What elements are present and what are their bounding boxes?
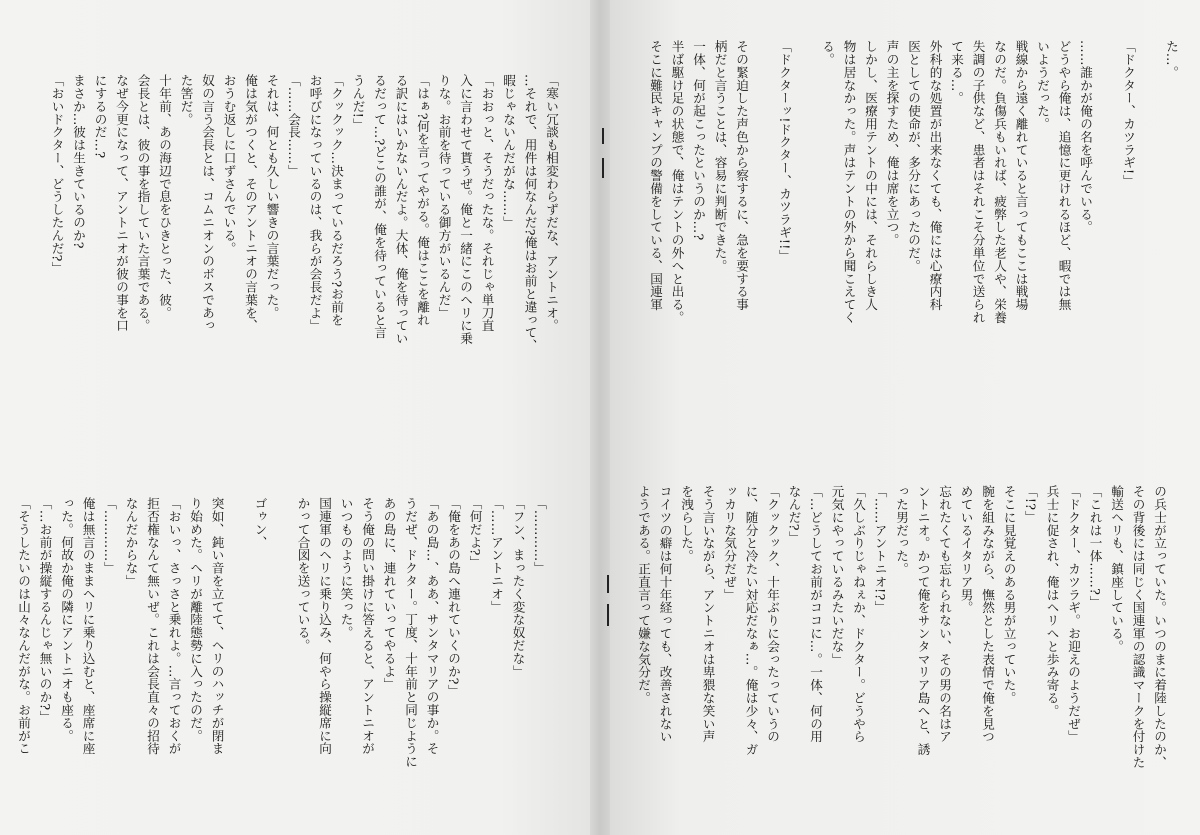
registration-mark (602, 158, 608, 178)
text-line: 暇じゃないんだがな……」 (501, 74, 516, 229)
text-line: 会長とは、彼の事を指していた言葉である。 (135, 74, 151, 332)
text-line: めているイタリア男。 (958, 485, 974, 614)
text-line: 「……アントニオ!?」 (872, 485, 888, 614)
text-line: を洩らした。 (679, 485, 694, 563)
text-line: 「……アントニオ」 (489, 497, 504, 614)
text-line: 「おいっ、さっさと乗れよ。…言っておくが (166, 497, 182, 755)
text-line: ……誰かが俺の名を呼んでいる。 (1078, 40, 1093, 234)
text-line: 戦線から遠く離れていると言ってもここは戦場 (1013, 40, 1029, 311)
text-line: 「…どうしてお前がココに…。一体、何の用 (808, 485, 823, 743)
book-gutter (590, 0, 610, 835)
text-line: 「そうしたいのは山々なんだがな。お前がこ (16, 497, 31, 755)
text-line: 「フン、まったく変な奴だな」 (510, 497, 526, 678)
text-line: に、随分と冷たい対応だなぁ…。俺は少々、ガ (743, 485, 759, 756)
text-line: 半ば駆け足の状態で、俺はテントの外へと出る。 (669, 40, 685, 324)
text-line: なんだ?」 (786, 485, 802, 544)
text-line: 俺は無言のままヘリに乗り込むと、座席に座 (80, 497, 96, 755)
text-line: おうむ返しに口ずさんでいる。 (221, 74, 237, 255)
text-line: 「俺をあの島へ連れていくのか?」 (446, 497, 461, 698)
text-line: 「あの島…、ああ、サンタマリアの事か。そ (424, 497, 440, 755)
registration-mark (607, 604, 613, 626)
text-line (271, 497, 293, 803)
right-page-top-text (645, 40, 1183, 380)
text-line: 医としての使命が、多分にあったのだ。 (906, 40, 921, 273)
text-line: そう俺の問い掛けに答えると、アントニオが (360, 497, 375, 755)
text-line: った。何故か俺の隣にアントニオも座る。 (59, 497, 74, 743)
text-line: 外科的な処置が出来なくても、俺には心療内科 (927, 40, 943, 311)
text-line: コイツの癖は何十年経っても、改善されない (657, 485, 673, 743)
registration-mark (602, 128, 608, 144)
text-line: 「おおっと、そうだったな。それじゃ単刀直 (479, 74, 495, 332)
text-line: 「…………」 (102, 497, 117, 575)
text-line: 俺は気がつくと、そのアントニオの言葉を、 (243, 74, 258, 332)
text-line: どうやら俺は、追憶に更けれるほど、暇では無 (1056, 40, 1072, 311)
text-line (795, 40, 817, 380)
text-line: 物は居なかった。声はテントの外から聞こえてく (841, 40, 857, 324)
text-line: にするのだ…? (92, 74, 108, 159)
text-line: 「……会長……」 (286, 74, 301, 178)
text-line: うんだ!」 (350, 74, 366, 131)
text-line: そう言いながら、アントニオは卑猥な笑い声 (700, 485, 716, 743)
text-line: 腕を組みながら、憮然とした表情で俺を見つ (980, 485, 995, 743)
text-line: る。 (820, 40, 835, 66)
text-line: て来る…。 (949, 40, 964, 105)
text-line: 「…お前が操縦するんじゃ無いのか?」 (37, 497, 53, 724)
text-line: た筈だ。 (178, 74, 194, 126)
text-line: る訳にはいかないんだよ。大体、俺を待ってい (393, 74, 409, 345)
text-line: 「何だよ?」 (467, 497, 483, 569)
text-line: それは、何とも久しい響きの言葉だった。 (264, 74, 280, 320)
text-line: 「久しぶりじゃねぇか、ドクター。どうやら (851, 485, 866, 743)
text-line: …それで、用件は何なんだ?俺はお前と違って、 (522, 74, 538, 352)
text-line: ッカリな気分だぜ」 (722, 485, 737, 602)
text-line: その緊迫した声色から察するに、急を要する事 (734, 40, 749, 311)
text-line: まさか…彼は生きているのか? (71, 74, 86, 249)
text-line: ようである。正直言って嫌な気分だ。 (636, 485, 651, 705)
text-line (1139, 40, 1161, 380)
text-line (752, 40, 774, 380)
text-line: 輸送ヘリも、鎮座している。 (1109, 485, 1124, 653)
left-page-top-text (46, 74, 562, 374)
text-line: 入に言わせて貰うぜ。俺と一緒にこのヘリに乗 (458, 74, 473, 345)
text-line: 「クックック、十年ぶりに会ったっていうの (765, 485, 780, 743)
text-line: 「クックック…決まっているだろう?お前を (329, 74, 344, 327)
text-line: 国連軍のヘリに乗り込み、何やら操縦席に向 (317, 497, 332, 755)
text-line: そこに難民キャンプの警備をしている、国連軍 (648, 40, 663, 311)
text-line: 元気にやっているみたいだな」 (829, 485, 845, 666)
left-page-bottom-text (13, 497, 551, 803)
text-line: いつものように笑った。 (338, 497, 354, 639)
text-line: 「ドクター、カツラギ。お迎えのようだぜ」 (1066, 485, 1081, 743)
text-line: 「ドクターッ!ドクター、カツラギ!!」 (777, 40, 792, 263)
text-line: 一体、何が起こったというのか…? (691, 40, 706, 241)
text-line: 突如、鈍い音を立てて、ヘリのハッチが閉ま (209, 497, 225, 755)
text-line: なぜ今更になって、アントニオが彼の事を口 (114, 74, 129, 332)
text-line: なんだからな」 (123, 497, 139, 588)
text-line: 「ドクター、カツラギ!」 (1121, 40, 1136, 188)
text-line (1096, 40, 1118, 380)
text-line: 失調の子供など、患者はそれこそ分単位で送られ (970, 40, 986, 324)
text-line: 「これは一体……?」 (1087, 485, 1103, 609)
text-line: 拒否権なんて無いぜ。これは会長直々の招待 (145, 497, 160, 755)
text-line: 「寒い冗談も相変わらずだな、アントニオ。 (544, 74, 559, 332)
text-line: ゴゥン、 (252, 497, 268, 549)
text-line: ントニオ。かつて俺をサンタマリア島へと、誘 (915, 485, 931, 756)
text-line: 十年前、あの海辺で息をひきとった、彼。 (157, 74, 172, 320)
text-line: なのだ。負傷兵もいれば、疲弊した老人や、栄養 (992, 40, 1007, 324)
text-line: 柄だと言うことは、容易に判断できた。 (712, 40, 728, 273)
text-line: 兵士に促され、俺はヘリへと歩み寄る。 (1044, 485, 1060, 718)
right-page-bottom-text (633, 485, 1171, 801)
text-line: るだって…?どこの誰が、俺を待っていると言 (372, 74, 387, 340)
text-line: 忘れたくても忘れられない、その男の名はア (937, 485, 952, 743)
text-line: 「おいドクター、どうしたんだ?」 (49, 74, 65, 275)
text-line: りな。お前を待っている御方がいるんだ」 (436, 74, 452, 320)
text-line: 「!?」 (1023, 485, 1038, 524)
text-line: の兵士が立っていた。いつのまに着陸したのか、 (1152, 485, 1167, 769)
text-line: うだぜ、ドクター。丁度、十年前と同じように (403, 497, 418, 768)
text-line: 声の主を探すため、俺は席を立つ。 (884, 40, 900, 247)
text-line: った男だった。 (894, 485, 909, 576)
text-line: いようだった。 (1035, 40, 1050, 131)
text-line: かって合図を送っている。 (295, 497, 311, 652)
registration-mark (607, 575, 613, 593)
text-line: その背後には同じく国連軍の認識マークを付けた (1130, 485, 1146, 769)
text-line: そこに見覚えのある男が立っていた。 (1001, 485, 1017, 705)
text-line: り始めた。ヘリが離陸態勢に入ったのだ。 (188, 497, 203, 743)
text-line: 「…………」 (532, 497, 547, 575)
text-line: た…。 (1164, 40, 1179, 79)
text-line: お呼びになっているのは、我らが会長だよ」 (307, 74, 323, 332)
text-line: 奴の言う会長とは、コムニオンのボスであっ (200, 74, 215, 332)
text-line: 「はぁ?何を言ってやがる。俺はここを離れ (415, 74, 430, 327)
text-line: あの島に、連れていってやるよ」 (381, 497, 397, 691)
text-line (228, 497, 250, 803)
text-line: しかし、医療用テントの中には、それらしき人 (863, 40, 878, 311)
